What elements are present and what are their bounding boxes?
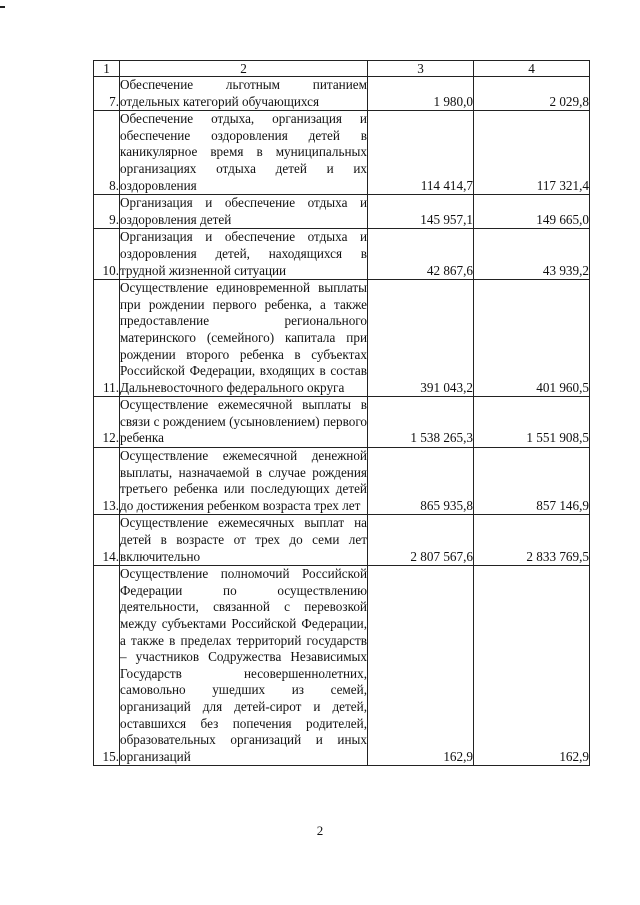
row-value-col3: 162,9 (368, 566, 474, 766)
row-value-col3: 114 414,7 (368, 111, 474, 195)
row-number: 12. (94, 397, 120, 448)
page-number: 2 (316, 823, 324, 838)
header-col-3: 3 (368, 61, 474, 77)
scan-corner-mark (0, 6, 5, 8)
row-value-col4: 1 551 908,5 (474, 397, 590, 448)
row-description: Обеспечение льготным питанием отдельных категорий обучающихся (120, 77, 368, 111)
row-value-col4: 401 960,5 (474, 280, 590, 397)
budget-table (93, 60, 590, 766)
header-col-4: 4 (474, 61, 590, 77)
table-row (94, 515, 590, 566)
row-number: 13. (94, 448, 120, 515)
row-value-col4: 117 321,4 (474, 111, 590, 195)
table-row (94, 397, 590, 448)
row-description: Осуществление ежемесячной выплаты в связи с рождением (усыновлением) первого ребенка (120, 397, 368, 448)
row-value-col3: 865 935,8 (368, 448, 474, 515)
header-col-2: 2 (120, 61, 368, 77)
row-description: Организация и обеспечение отдыха и оздоровления детей, находящихся в трудной жизненной ситуации (120, 229, 368, 280)
row-description: Обеспечение отдыха, организация и обеспечение оздоровления детей в каникулярное время в муниципальных организациях отдыха детей и их оздоровления (120, 111, 368, 195)
table-header-row (94, 61, 590, 77)
row-value-col3: 42 867,6 (368, 229, 474, 280)
row-value-col4: 162,9 (474, 566, 590, 766)
row-value-col4: 2 029,8 (474, 77, 590, 111)
row-value-col4: 43 939,2 (474, 229, 590, 280)
row-value-col3: 145 957,1 (368, 195, 474, 229)
row-number: 14. (94, 515, 120, 566)
row-value-col3: 2 807 567,6 (368, 515, 474, 566)
row-number: 8. (94, 111, 120, 195)
row-description: Организация и обеспечение отдыха и оздоровления детей (120, 195, 368, 229)
row-number: 15. (94, 566, 120, 766)
row-number: 9. (94, 195, 120, 229)
row-description: Осуществление единовременной выплаты при рождении первого ребенка, а также предоставление регионального материнского (семейного) капитала при рождении второго ребенка в субъектах Российской Федерации, входящих в состав Дальневосточного федерального округа (120, 280, 368, 397)
row-number: 11. (94, 280, 120, 397)
row-value-col4: 2 833 769,5 (474, 515, 590, 566)
row-description: Осуществление полномочий Российской Федерации по осуществлению деятельности, связанной с перевозкой между субъектами Российской Федерации, а также в пределах территорий государств – участников Содружества Независимых Государств несовершеннолетних, самовольно ушедших из семей, организаций для детей-сирот и детей, оставшихся без попечения родителей, образовательных организаций и иных организаций (120, 566, 368, 766)
row-value-col3: 1 980,0 (368, 77, 474, 111)
row-value-col3: 391 043,2 (368, 280, 474, 397)
row-description: Осуществление ежемесячной денежной выплаты, назначаемой в случае рождения третьего ребенка или последующих детей до достижения ребенком возраста трех лет (120, 448, 368, 515)
row-number: 10. (94, 229, 120, 280)
table-row (94, 448, 590, 515)
table-row (94, 280, 590, 397)
table-row (94, 566, 590, 766)
table-row (94, 77, 590, 111)
table-row (94, 229, 590, 280)
header-col-1: 1 (94, 61, 120, 77)
row-number: 7. (94, 77, 120, 111)
row-description: Осуществление ежемесячных выплат на детей в возрасте от трех до семи лет включительно (120, 515, 368, 566)
row-value-col4: 857 146,9 (474, 448, 590, 515)
row-value-col4: 149 665,0 (474, 195, 590, 229)
table-row (94, 111, 590, 195)
row-value-col3: 1 538 265,3 (368, 397, 474, 448)
table-row (94, 195, 590, 229)
